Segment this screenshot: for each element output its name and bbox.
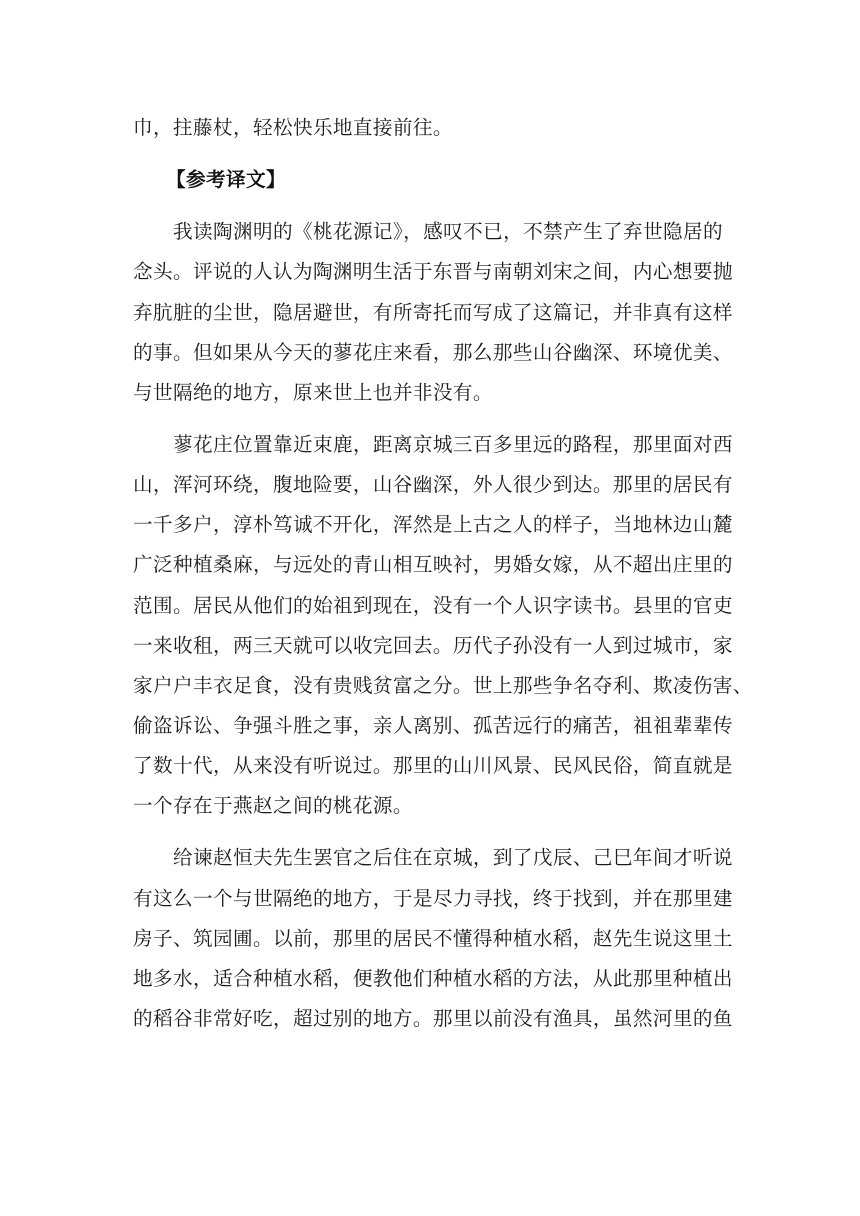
section-heading: 【参考译文】: [166, 168, 286, 192]
text-line: 巾，拄藤杖，轻松快乐地直接前往。: [133, 116, 453, 139]
text-line: 房子、筑园圃。以前，那里的居民不懂得种植水稻，赵先生说这里土: [133, 926, 733, 950]
text-line: 一千多户，淳朴笃诚不开化，浑然是上古之人的样子，当地林边山麓: [133, 513, 733, 537]
paragraph-first-line: 我读陶渊明的《桃花源记》，感叹不已，不禁产生了弃世隐居的: [173, 220, 724, 244]
text-line: 的事。但如果从今天的蓼花庄来看，那么那些山谷幽深、环境优美、: [133, 340, 733, 364]
document-body: [133, 108, 753, 1039]
text-line: 广泛种植桑麻，与远处的青山相互映衬，男婚女嫁，从不超出庄里的: [133, 553, 733, 577]
text-line: 一来收租，两三天就可以收完回去。历代子孙没有一人到过城市，家: [133, 633, 733, 657]
text-line: 有这么一个与世隔绝的地方，于是尽力寻找，终于找到，并在那里建: [133, 886, 733, 910]
text-line: 与世隔绝的地方，原来世上也并非没有。: [133, 380, 493, 404]
text-line: 山，浑河环绕，腹地险要，山谷幽深，外人很少到达。那里的居民有: [133, 473, 733, 497]
text-line: 的稻谷非常好吃，超过别的地方。那里以前没有渔具，虽然河里的鱼: [133, 1006, 733, 1030]
text-line: 念头。评说的人认为陶渊明生活于东晋与南朝刘宋之间，内心想要抛: [133, 260, 733, 284]
text-line: 弃肮脏的尘世，隐居避世，有所寄托而写成了这篇记，并非真有这样: [133, 300, 733, 324]
text-line: 一个存在于燕赵之间的桃花源。: [133, 794, 413, 818]
text-line: 范围。居民从他们的始祖到现在，没有一个人识字读书。县里的官吏: [133, 593, 733, 617]
text-line: 家户户丰衣足食，没有贵贱贫富之分。世上那些争名夺利、欺凌伤害、: [133, 673, 753, 697]
text-line: 了数十代，从来没有听说过。那里的山川风景、民风民俗，简直就是: [133, 754, 733, 778]
paragraph-first-line: 给谏赵恒夫先生罢官之后住在京城，到了戊辰、己巳年间才听说: [173, 846, 733, 870]
text-line: 偷盗诉讼、争强斗胜之事，亲人离别、孤苦远行的痛苦，祖祖辈辈传: [133, 713, 733, 737]
text-line: 地多水，适合种植水稻，便教他们种植水稻的方法，从此那里种植出: [133, 966, 733, 990]
paragraph-first-line: 蓼花庄位置靠近束鹿，距离京城三百多里远的路程，那里面对西: [173, 432, 733, 456]
